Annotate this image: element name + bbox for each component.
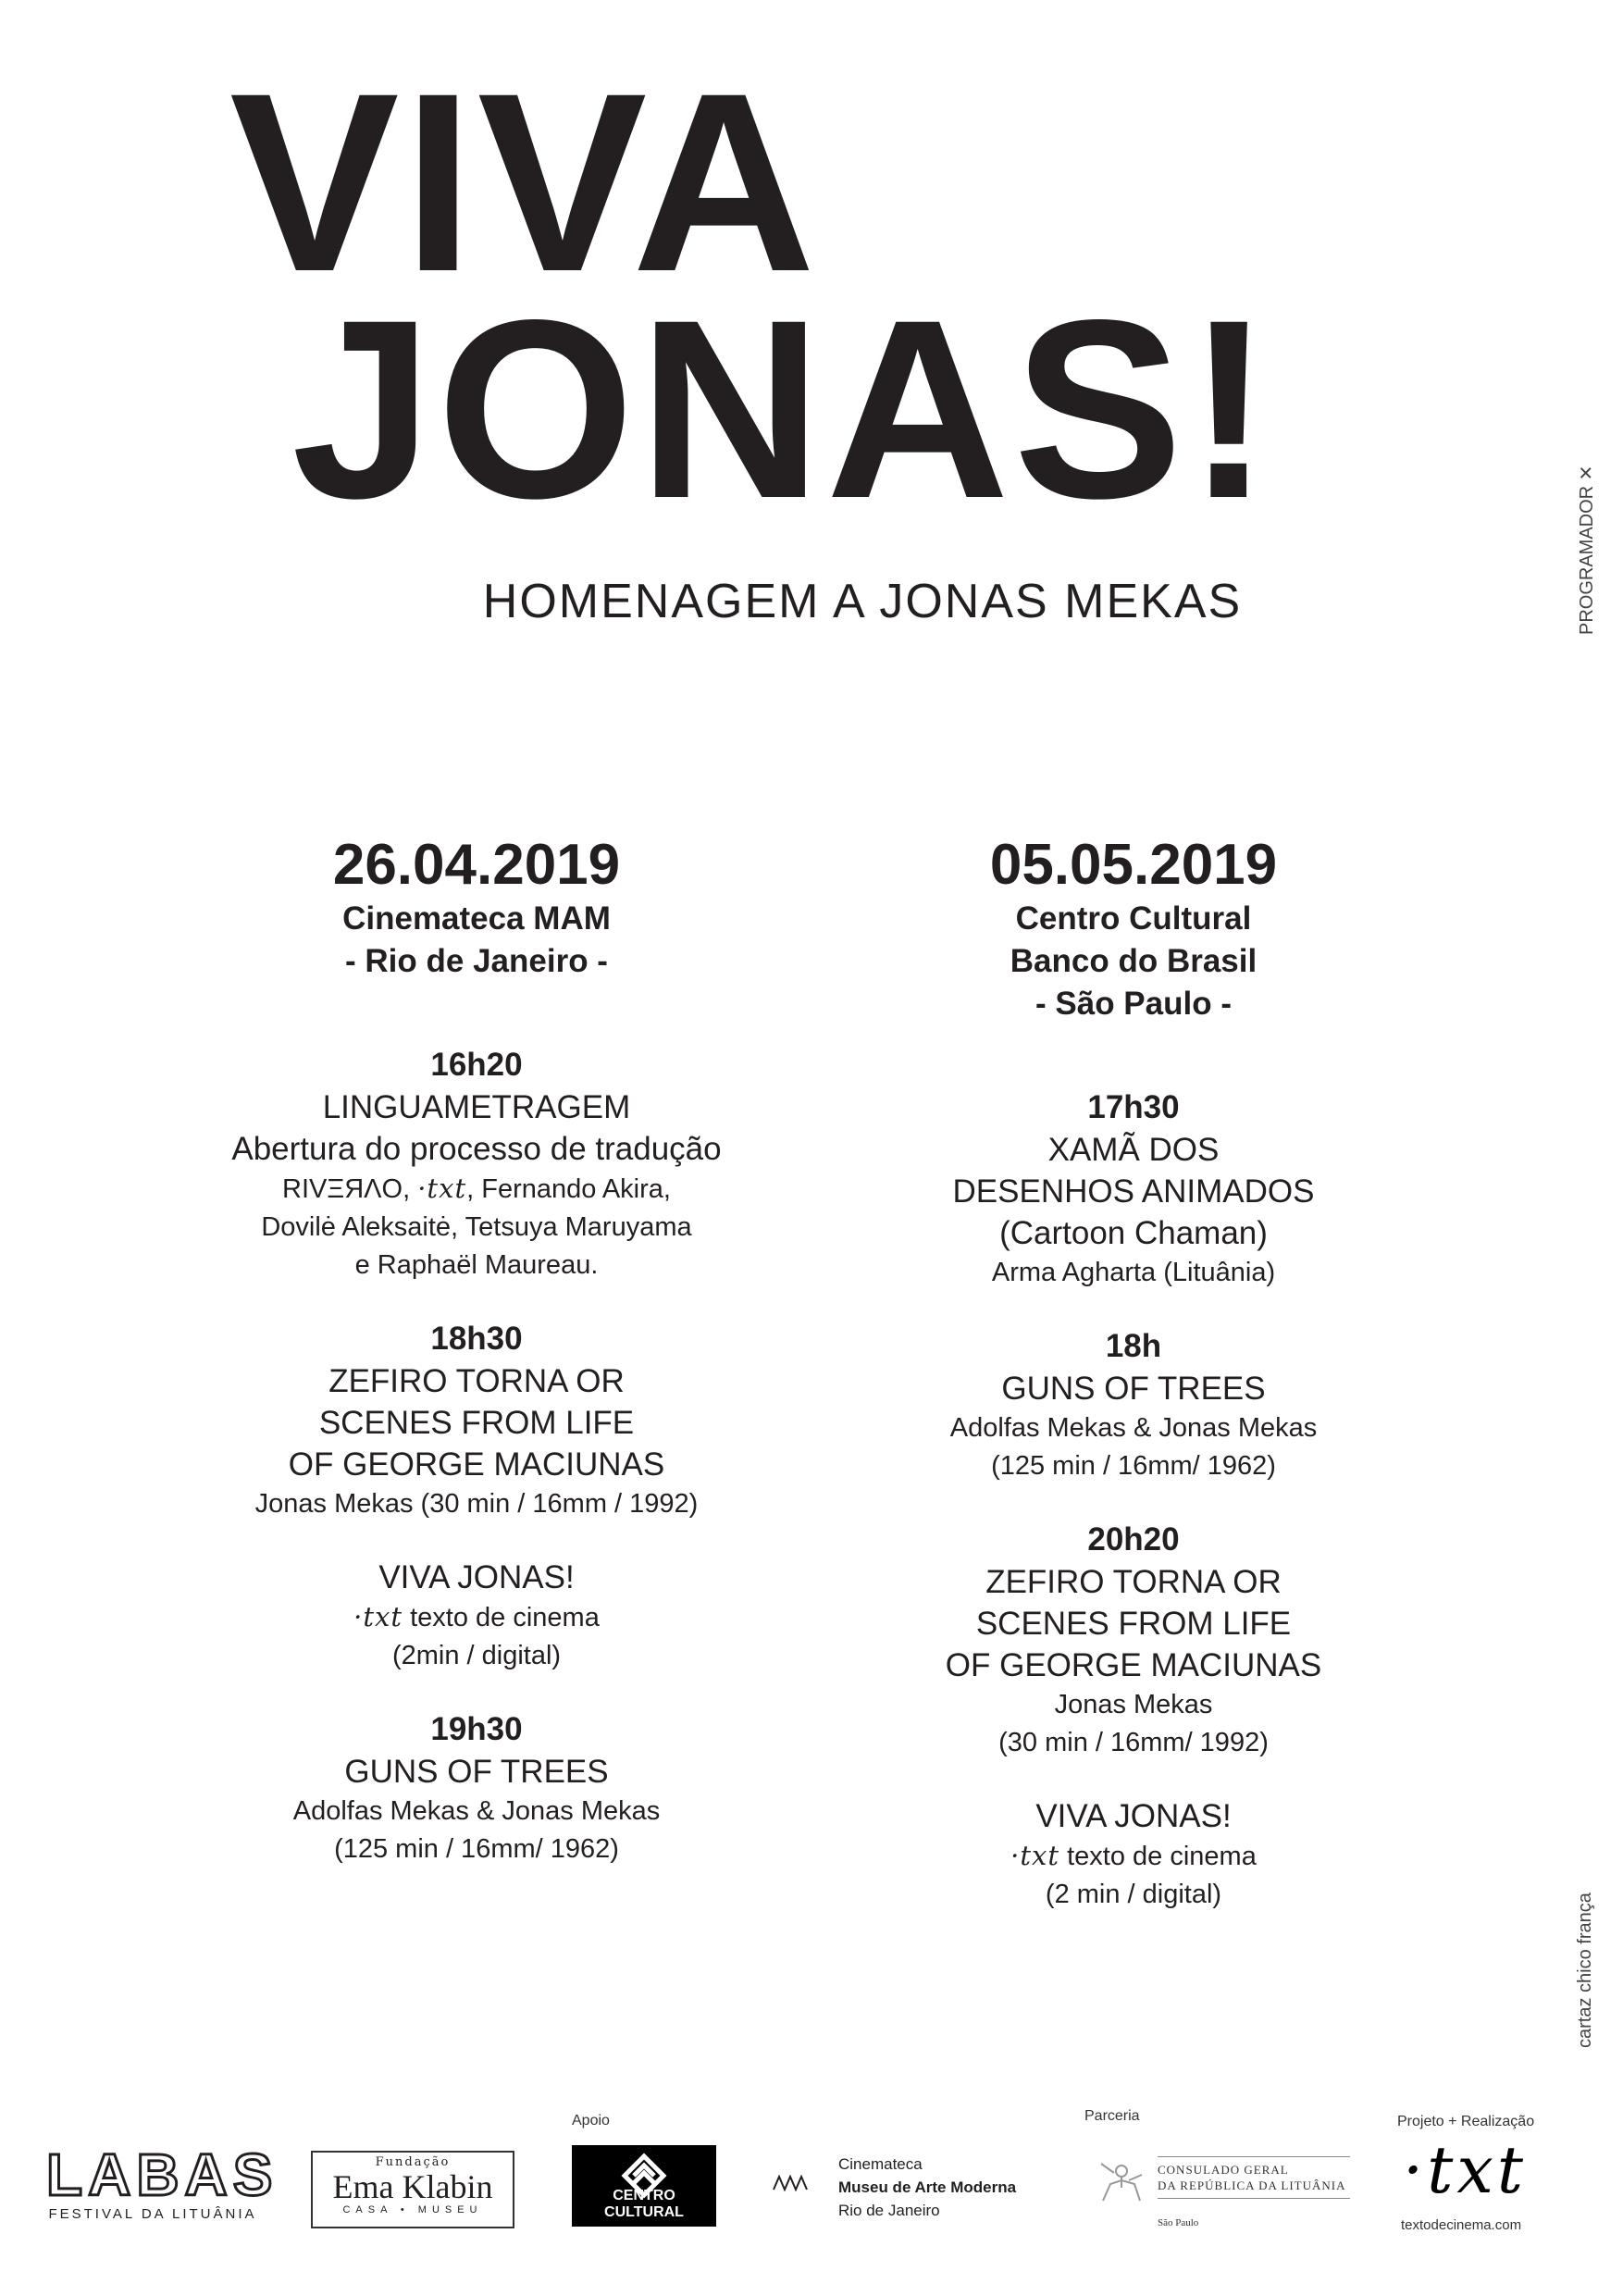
- date-sp: 05.05.2019: [989, 833, 1278, 897]
- event-time: 17h30: [1087, 1089, 1180, 1125]
- parceria-label: Parceria: [1084, 2108, 1140, 2124]
- event-info-b: (125 min / 16mm/ 1962): [991, 1451, 1276, 1481]
- event-title: VIVA JONAS!: [378, 1559, 575, 1595]
- venue-line: Centro Cultural: [1015, 900, 1252, 937]
- program-sao-paulo: [837, 833, 1430, 1947]
- event-time: 20h20: [1087, 1521, 1180, 1558]
- ccbb-name: CENTRO CULTURAL: [604, 2188, 684, 2220]
- labas-subtitle: FESTIVAL DA LITUÂNIA: [48, 2206, 257, 2222]
- title-line-1: VIVA: [229, 41, 820, 325]
- program-rio: [180, 833, 773, 1902]
- event-subtitle: Abertura do processo de tradução: [231, 1131, 722, 1167]
- venue-line: Banco do Brasil: [1010, 943, 1258, 979]
- event-time: 18h30: [430, 1321, 523, 1357]
- event-info-a: Adolfas Mekas & Jonas Mekas: [292, 1796, 661, 1826]
- txt-logo-inline: ·txt: [1010, 1840, 1060, 1871]
- ema-klabin-logo: [311, 2151, 514, 2228]
- consul-line-1: CONSULADO GERAL: [1158, 2163, 1289, 2177]
- event-info-a: texto de cinema: [403, 1603, 600, 1632]
- event-info-b: (2min / digital): [391, 1641, 562, 1670]
- event-zefiro-rio: [180, 1318, 773, 1523]
- ccbb-logo: [572, 2145, 716, 2227]
- event-viva-jonas-rio: [180, 1557, 773, 1675]
- klabin-sub: CASA • MUSEU: [342, 2204, 483, 2215]
- event-credits-c: e Raphaël Maureau.: [354, 1250, 599, 1280]
- event-info-b: (125 min / 16mm/ 1962): [334, 1834, 619, 1864]
- event-info-a: texto de cinema: [1059, 1842, 1257, 1871]
- projeto-label: Projeto + Realização: [1397, 2114, 1535, 2129]
- event-linguametragem: [180, 1044, 773, 1285]
- event-credits-a: , Fernando Akira,: [466, 1174, 671, 1204]
- event-credits-b: Dovilė Aleksaitė, Tetsuya Maruyama: [261, 1212, 692, 1242]
- poster-credit: cartaz chico frança: [1575, 1893, 1595, 2048]
- subtitle: HOMENAGEM A JONAS MEKAS: [482, 575, 1243, 628]
- txt-logo-inline: ·txt: [417, 1173, 467, 1204]
- event-title-line: XAMÃ DOS: [1047, 1132, 1220, 1168]
- event-info: Jonas Mekas (30 min / 16mm / 1992): [254, 1489, 699, 1519]
- apoio-label: Apoio: [572, 2113, 610, 2128]
- txt-logo: ·txt: [1403, 2132, 1527, 2208]
- klabin-top: Fundação: [375, 2155, 451, 2169]
- mam-line-2: Museu de Arte Moderna: [838, 2178, 1017, 2196]
- event-title: GUNS OF TREES: [344, 1754, 609, 1790]
- consulate-text: [1158, 2156, 1350, 2199]
- consul-city: São Paulo: [1158, 2217, 1199, 2228]
- labas-logo: [46, 2141, 279, 2222]
- txt-logo-inline: ·txt: [353, 1601, 403, 1632]
- venue-line: Cinemateca MAM: [342, 900, 611, 937]
- event-title-line: SCENES FROM LIFE: [318, 1405, 635, 1441]
- event-info-a: Adolfas Mekas & Jonas Mekas: [949, 1413, 1318, 1443]
- title-line-2: JONAS!: [291, 267, 1276, 552]
- event-credits: RIVΞЯΛO, ·txt, Fernando Akira,: [282, 1173, 671, 1204]
- venue-line: - São Paulo -: [1035, 986, 1232, 1022]
- event-info: Arma Agharta (Lituânia): [991, 1258, 1276, 1287]
- event-time: 18h: [1105, 1328, 1162, 1364]
- event-time: 19h30: [430, 1711, 523, 1747]
- event-info-b: (30 min / 16mm/ 1992): [998, 1728, 1269, 1757]
- event-info: [180, 1598, 773, 1637]
- programador-label: PROGRAMADOR ✕: [1577, 465, 1597, 635]
- mam-logo-text: [838, 2153, 1016, 2222]
- vytis-knight-icon: [1094, 2156, 1149, 2212]
- riverao-name: RIVΞЯΛO: [282, 1174, 403, 1204]
- mam-icon: [772, 2173, 809, 2191]
- event-zefiro-sp: [837, 1519, 1430, 1762]
- event-title-line: SCENES FROM LIFE: [975, 1606, 1292, 1642]
- event-guns-sp: [837, 1325, 1430, 1485]
- event-info: [837, 1837, 1430, 1876]
- event-viva-jonas-sp: [837, 1795, 1430, 1914]
- event-title-line: OF GEORGE MACIUNAS: [945, 1647, 1322, 1683]
- event-time: 16h20: [430, 1047, 523, 1083]
- event-info-b: (2 min / digital): [1045, 1880, 1222, 1909]
- event-title-line: (Cartoon Chaman): [999, 1215, 1268, 1251]
- event-guns-rio: [180, 1708, 773, 1868]
- labas-wordmark: LABAS: [46, 2141, 279, 2208]
- mam-line-3: Rio de Janeiro: [838, 2202, 940, 2219]
- event-title-line: ZEFIRO TORNA OR: [328, 1363, 625, 1399]
- mam-line-1: Cinemateca: [838, 2155, 923, 2173]
- venue-block-rio: [180, 833, 773, 983]
- event-title-line: ZEFIRO TORNA OR: [985, 1564, 1282, 1600]
- event-title: VIVA JONAS!: [1035, 1798, 1232, 1834]
- event-title-line: DESENHOS ANIMADOS: [952, 1173, 1315, 1210]
- event-title: GUNS OF TREES: [1001, 1371, 1266, 1407]
- event-xama: [837, 1086, 1430, 1292]
- event-info-a: Jonas Mekas: [1054, 1690, 1213, 1719]
- venue-block-sp: [837, 833, 1430, 1025]
- consul-line-2: DA REPÚBLICA DA LITUÂNIA: [1158, 2178, 1346, 2192]
- date-rio: 26.04.2019: [332, 833, 621, 897]
- txt-url: textodecinema.com: [1401, 2217, 1522, 2233]
- venue-line: - Rio de Janeiro -: [345, 943, 608, 979]
- event-title: LINGUAMETRAGEM: [322, 1089, 631, 1125]
- klabin-name: Ema Klabin: [332, 2168, 493, 2205]
- event-title-line: OF GEORGE MACIUNAS: [288, 1446, 665, 1483]
